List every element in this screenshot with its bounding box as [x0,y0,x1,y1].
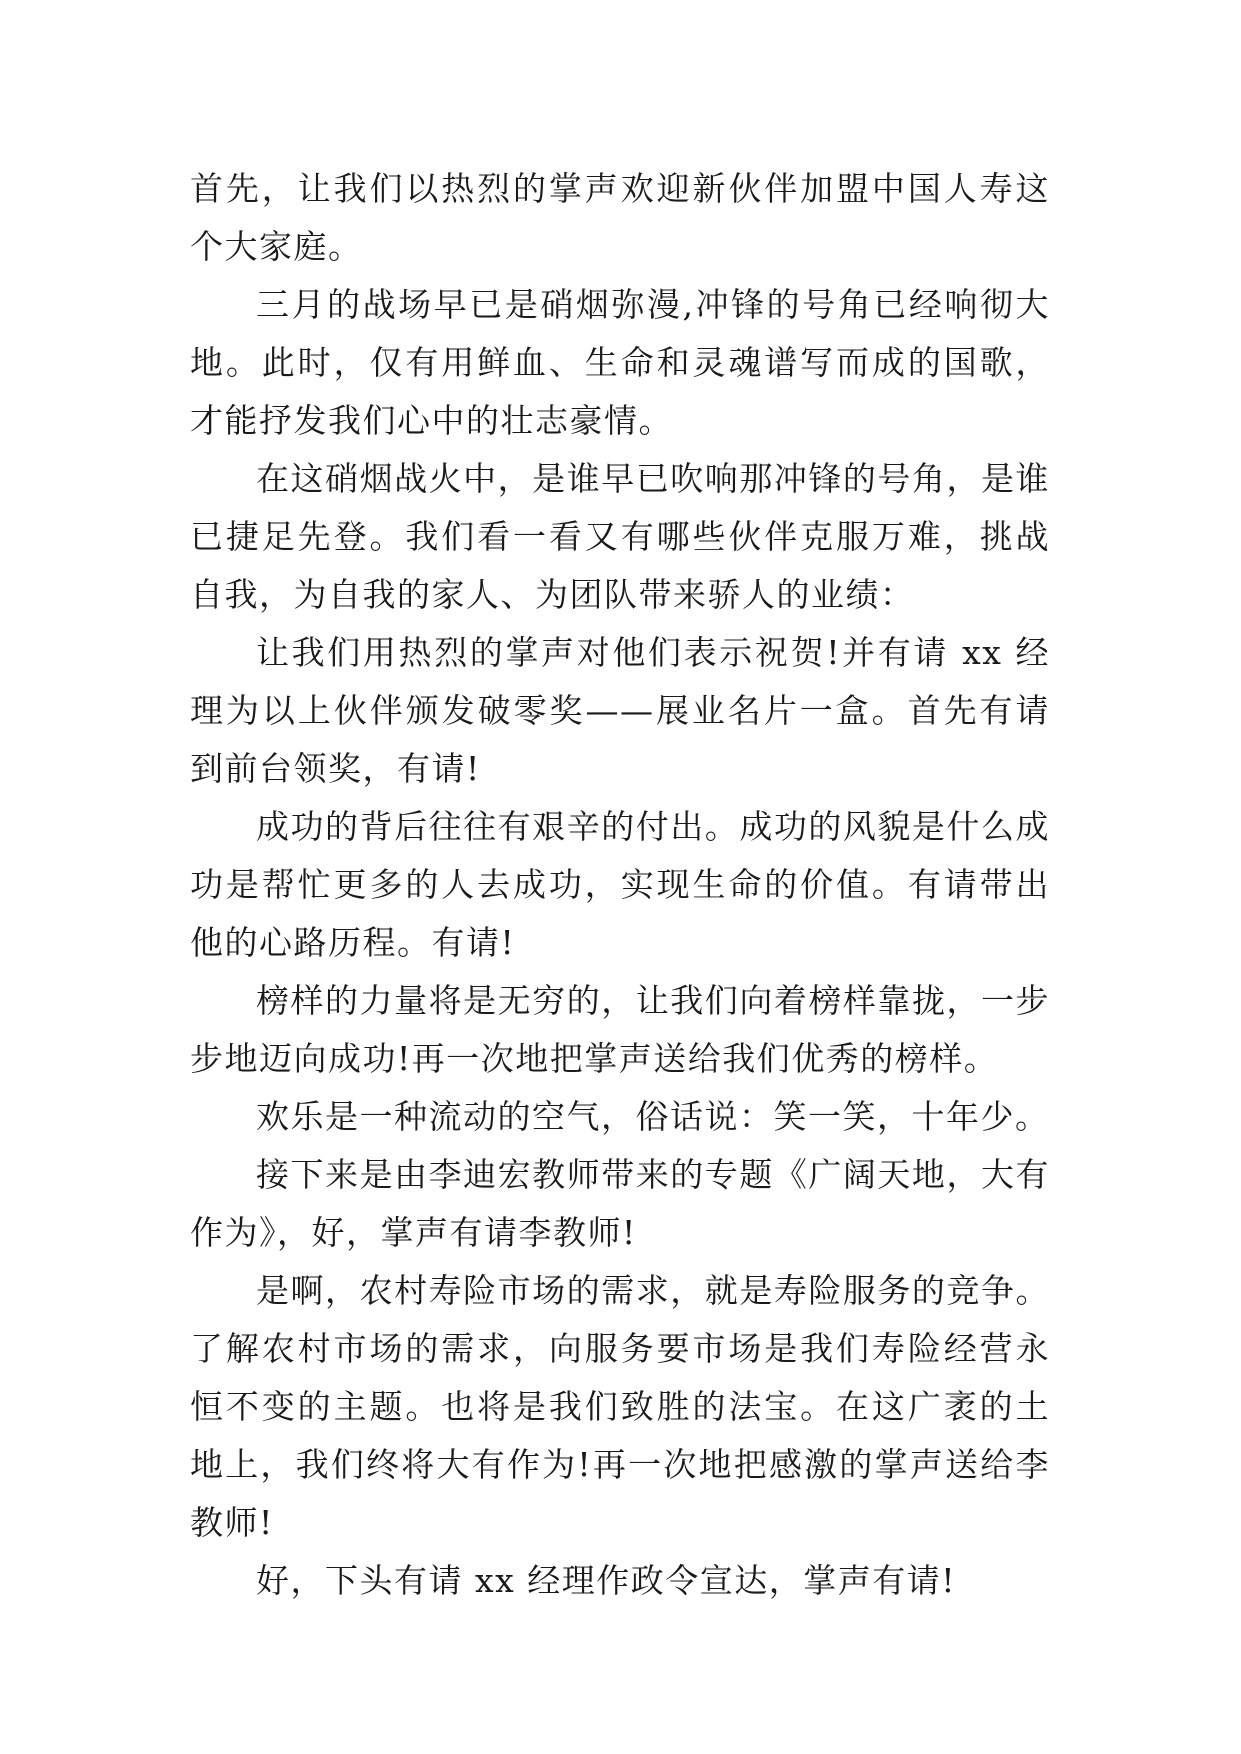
paragraph-achievers: 在这硝烟战火中，是谁早已吹响那冲锋的号角，是谁已捷足先登。我们看一看又有哪些伙伴克服万难，挑战自我，为自我的家人、为团队带来骄人的业绩： [190,459,1050,614]
paragraph-award: 让我们用热烈的掌声对他们表示祝贺!并有请 xx 经理为以上伙伴颁发破零奖——展业名片一盒。首先有请到前台领奖，有请! [190,633,1050,788]
paragraph-lecture-intro: 接下来是由李迪宏教师带来的专题《广阔天地，大有作为》，好，掌声有请李教师! [190,1155,1050,1252]
paragraph-joy: 欢乐是一种流动的空气，俗话说：笑一笑，十年少。 [256,1097,1050,1136]
paragraph-role-model: 榜样的力量将是无穷的，让我们向着榜样靠拢，一步步地迈向成功!再一次地把掌声送给我们优秀的榜样。 [190,981,1050,1078]
paragraph-success: 成功的背后往往有艰辛的付出。成功的风貌是什么成功是帮忙更多的人去成功，实现生命的价值。有请带出他的心路历程。有请! [190,807,1050,962]
paragraph-policy-announcement: 好，下头有请 xx 经理作政令宣达，掌声有请! [256,1561,956,1600]
paragraph-welcome: 首先，让我们以热烈的掌声欢迎新伙伴加盟中国人寿这个大家庭。 [190,169,1050,266]
paragraph-rural-market: 是啊，农村寿险市场的需求，就是寿险服务的竞争。了解农村市场的需求，向服务要市场是我们寿险经营永恒不变的主题。也将是我们致胜的法宝。在这广袤的土地上，我们终将大有作为!再一次地把感激的掌声送给李教师! [190,1271,1050,1542]
document-body [190,160,1050,1610]
paragraph-battlefield: 三月的战场早已是硝烟弥漫,冲锋的号角已经响彻大地。此时，仅有用鲜血、生命和灵魂谱写而成的国歌，才能抒发我们心中的壮志豪情。 [190,285,1050,440]
